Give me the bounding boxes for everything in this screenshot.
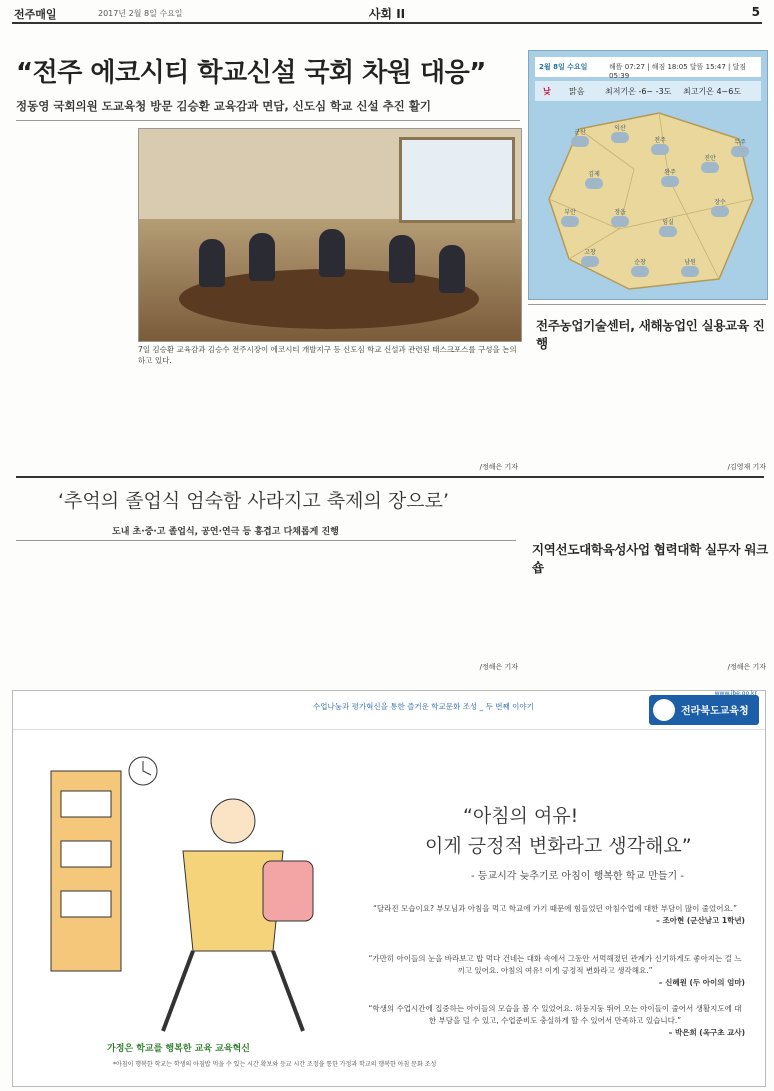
story4-byline: /정해은 기자	[727, 663, 766, 671]
weather-city-13	[679, 257, 701, 283]
story3-body-column-1	[16, 550, 132, 672]
weather-city-3	[649, 135, 671, 161]
story3-subhead: 도내 초·중·고 졸업식, 공연·연극 등 흥겹고 다채롭게 진행	[112, 527, 339, 537]
ad-testimony-1-author: – 조아현 (군산남고 1학년)	[656, 916, 745, 925]
cloud-icon	[611, 216, 629, 227]
cloud-icon	[585, 178, 603, 189]
weather-box	[528, 50, 768, 300]
story3-body-column-3	[258, 550, 374, 672]
cloud-icon	[661, 176, 679, 187]
page-header	[12, 4, 762, 24]
story3-byline: /정해은 기자	[479, 663, 518, 671]
weather-city-label: 남원	[684, 259, 696, 266]
newspaper-brand: 전주매일	[14, 8, 57, 21]
weather-city-label: 순창	[634, 259, 646, 266]
lead-byline: /정해은 기자	[479, 463, 518, 471]
lead-headline: “전주 에코시티 학교신설 국회 차원 대응”	[16, 58, 486, 88]
weather-city-10	[729, 137, 751, 163]
weather-city-6	[609, 207, 631, 233]
ad-footnote: *아침이 행복한 학교는 학생의 아침밥 먹을 수 있는 시간 확보와 등교 시간 조정을 통한 가정과 학교의 행복한 아침 문화 조성	[113, 1061, 437, 1068]
ad-testimony-2-author: – 신혜원 (두 아이의 엄마)	[658, 978, 745, 987]
weather-today	[535, 81, 761, 101]
weather-city-label: 익산	[614, 125, 626, 132]
ad-testimony-3: “학생의 수업시간에 집중하는 아이들의 모습을 볼 수 있었어요. 허둥지둥 뛰어 오는 아이들이 줄어서 생활지도에 대한 부담을 덜 수 있고, 수업준비도 충실하게 할 수 있어서 만족하고 있습니다.” – 박은희 (옥구초 교사)	[365, 1003, 745, 1039]
weather-city-label: 정읍	[614, 209, 626, 216]
story3-body-column-2	[138, 550, 254, 672]
weather-city-label: 임실	[662, 219, 674, 226]
divider	[528, 304, 766, 305]
lead-body-column-2	[138, 358, 254, 472]
cloud-icon	[611, 132, 629, 143]
sun-moon-times: 해뜸 07:27 | 해짐 18:05 달뜸 15:47 | 달짐 05:39	[609, 63, 747, 80]
story3-body-column-4	[378, 550, 518, 660]
story4-body-column-1	[528, 562, 644, 674]
cloud-icon	[701, 162, 719, 173]
weather-city-14	[629, 257, 651, 283]
education-office-emblem-icon	[653, 699, 675, 721]
story2-headline: 전주농업기술센터, 새해농업인 실용교육 진행	[536, 318, 765, 351]
ad-quote-line2: 이게 긍정적 변화라고 생각해요”	[425, 835, 692, 857]
lead-body-column-4	[378, 358, 518, 462]
cloud-icon	[561, 216, 579, 227]
weather-city-7	[579, 247, 601, 273]
weather-city-9	[699, 153, 721, 179]
lead-subhead: 정동영 국회의원 도교육청 방문 김승환 교육감과 면담, 신도심 학교 신설 추진 활기	[16, 99, 432, 113]
ad-logo	[649, 695, 759, 725]
weather-city-2	[609, 123, 631, 149]
ad-testimony-1: “달라진 모습이요? 부모님과 아침을 먹고 학교에 가기 때문에 힘들었던 아침수업에 대한 부담이 많이 줄었어요.” – 조아현 (군산남고 1학년)	[365, 903, 745, 927]
cloud-icon	[651, 144, 669, 155]
story4-headline: 지역선도대학육성사업 협력대학 실무자 워크숍	[532, 542, 768, 575]
cloud-icon	[631, 266, 649, 277]
cloud-icon	[659, 226, 677, 237]
today-label: 낮	[543, 87, 551, 96]
today-high: 최고기온 4~6도	[683, 87, 742, 96]
ad-url: www.jbe.go.kr	[714, 690, 757, 697]
ad-illustration	[33, 731, 333, 1076]
cloud-icon	[731, 146, 749, 157]
weather-city-label: 진안	[704, 155, 716, 162]
ad-quote-line1: “아침의 여유!	[463, 805, 579, 827]
weather-city-label: 전주	[654, 137, 666, 144]
weather-city-8	[659, 167, 681, 193]
cloud-icon	[711, 206, 729, 217]
today-low: 최저기온 -6~ -3도	[605, 87, 672, 96]
lead-photo	[138, 128, 522, 342]
divider	[16, 120, 520, 121]
lead-body-column-3	[258, 358, 374, 472]
weather-city-label: 완주	[664, 169, 676, 176]
ad-testimony-3-author: – 박은희 (옥구초 교사)	[668, 1028, 745, 1037]
section-title: 사회 II	[368, 7, 406, 21]
story2-byline: /김영재 기자	[727, 463, 766, 471]
divider	[16, 540, 516, 541]
story2-body-column-1	[528, 338, 644, 474]
ad-org-name: 전라북도교육청	[681, 706, 749, 717]
weather-city-label: 고창	[584, 249, 596, 256]
today-sky: 맑음	[569, 87, 585, 96]
cloud-icon	[681, 266, 699, 277]
issue-date: 2017년 2월 8일 수요일	[98, 9, 183, 18]
ad-testimony-2: “가만히 아이들의 눈을 바라보고 밥 먹다 건네는 대화 속에서 그동안 서먹해졌던 관계가 신기하게도 좋아지는 걸 느끼고 있어요. 아침의 여유! 이게 긍정적 변화라고 생각해요.” – 신혜원 (두 아이의 엄마)	[365, 953, 745, 989]
weather-city-label: 김제	[588, 171, 600, 178]
ad-tagline: - 등교시각 늦추기로 아침이 행복한 학교 만들기 -	[471, 871, 685, 882]
cloud-icon	[571, 136, 589, 147]
weather-city-4	[583, 169, 605, 195]
story3-headline: ‘추억의 졸업식 엄숙함 사라지고 축제의 장으로’	[58, 490, 450, 512]
education-office-ad	[12, 690, 766, 1087]
ad-banner-text: 수업나눔과 평가혁신을 통한 즐거운 학교문화 조성 _ 두 번째 이야기	[313, 702, 534, 711]
story2-body-column-2	[650, 338, 766, 462]
weather-city-label: 군산	[574, 129, 586, 136]
divider	[16, 476, 764, 478]
weather-city-label: 부안	[564, 209, 576, 216]
ad-slogan: 가정은 학교를 행복한 교육 교육혁신	[107, 1044, 250, 1054]
weather-city-12	[657, 217, 679, 243]
page-number: 5	[751, 5, 760, 19]
cloud-icon	[581, 256, 599, 267]
lead-body-column-1	[16, 128, 132, 474]
weather-city-1	[569, 127, 591, 153]
weather-city-label: 무주	[734, 139, 746, 146]
weather-city-5	[559, 207, 581, 233]
story4-body-column-2	[650, 562, 766, 662]
weather-city-11	[709, 197, 731, 223]
lead-photo-caption: 7일 김승환 교육감과 김승수 전주시장이 에코시티 개발지구 등 신도심 학교 신설과 관련된 태스크포스를 구성을 논의하고 있다.	[138, 345, 517, 365]
weather-date: 2월 8일 수요일	[539, 63, 588, 71]
weather-city-label: 장수	[714, 199, 726, 206]
